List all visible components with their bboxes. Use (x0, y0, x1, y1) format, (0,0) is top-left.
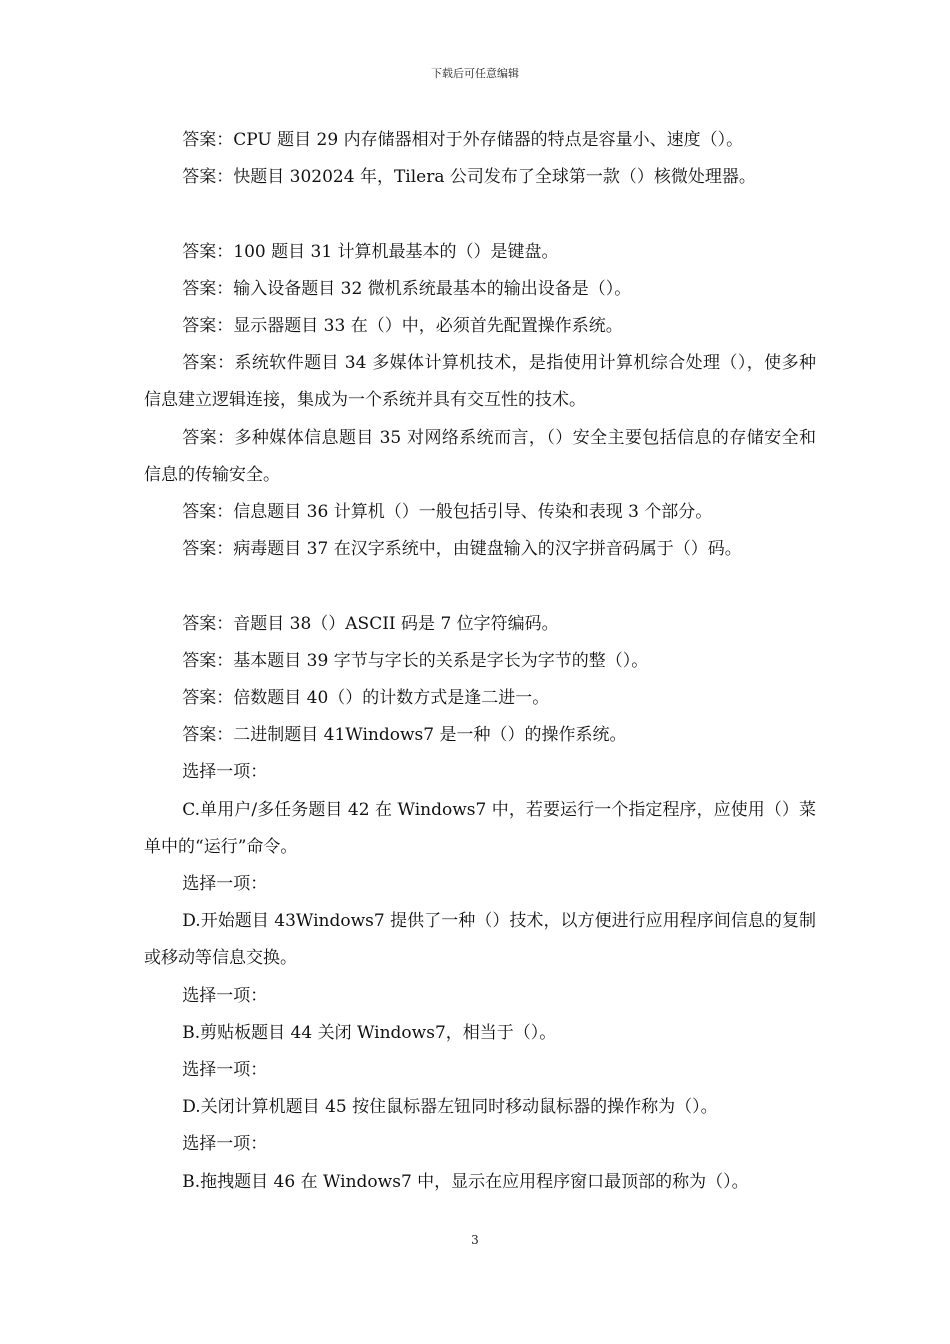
paragraph: B.剪贴板题目 44 关闭 Windows7，相当于（）。 (182, 1022, 557, 1043)
paragraph: B.拖拽题目 46 在 Windows7 中，显示在应用程序窗口最顶部的称为（）。 (182, 1171, 749, 1192)
paragraph: 答案：输入设备题目 32 微机系统最基本的输出设备是（）。 (182, 278, 632, 299)
blank-line (144, 568, 816, 605)
paragraph: 选择一项： (182, 985, 268, 1006)
paragraph: 答案：系统软件题目 34 多媒体计算机技术，是指使用计算机综合处理（），使多种信息建立逻辑连接，集成为一个系统并具有交互性的技术。 (144, 353, 816, 411)
paragraph: 选择一项： (182, 1060, 268, 1081)
paragraph: 答案：信息题目 36 计算机（）一般包括引导、传染和表现 3 个部分。 (182, 502, 713, 523)
paragraph: 答案：CPU 题目 29 内存储器相对于外存储器的特点是容量小、速度（）。 (182, 130, 744, 150)
paragraph: D.开始题目 43Windows7 提供了一种（）技术，以方便进行应用程序间信息的复制或移动等信息交换。 (144, 911, 816, 969)
paragraph: 答案：音题目 38（）ASCII 码是 7 位字符编码。 (182, 613, 559, 634)
paragraph: 答案：病毒题目 37 在汉字系统中，由键盘输入的汉字拼音码属于（）码。 (182, 539, 742, 560)
paragraph: 选择一项： (182, 1134, 268, 1155)
paragraph: 选择一项： (182, 762, 268, 783)
paragraph: 答案：基本题目 39 字节与字长的关系是字长为字节的整（）。 (182, 650, 649, 671)
blank-line (144, 196, 816, 233)
document-body (144, 122, 816, 1201)
page-number: 3 (471, 1233, 479, 1247)
paragraph: D.关闭计算机题目 45 按住鼠标器左钮同时移动鼠标器的操作称为（）。 (182, 1097, 718, 1118)
paragraph: 答案：二进制题目 41Windows7 是一种（）的操作系统。 (182, 725, 627, 746)
paragraph: 选择一项： (182, 874, 268, 895)
page-header: 下载后可任意编辑 (431, 67, 519, 80)
paragraph: 答案：显示器题目 33 在（）中，必须首先配置操作系统。 (182, 316, 623, 336)
paragraph: 答案：100 题目 31 计算机最基本的（）是键盘。 (182, 241, 559, 262)
paragraph: 答案：倍数题目 40（）的计数方式是逢二进一。 (182, 688, 550, 709)
paragraph: C.单用户/多任务题目 42 在 Windows7 中，若要运行一个指定程序，应使用（）菜单中的“运行”命令。 (144, 799, 816, 857)
paragraph: 答案：快题目 302024 年，Tilera 公司发布了全球第一款（）核微处理器。 (182, 167, 756, 188)
paragraph: 答案：多种媒体信息题目 35 对网络系统而言，（）安全主要包括信息的存储安全和信息的传输安全。 (144, 427, 816, 485)
